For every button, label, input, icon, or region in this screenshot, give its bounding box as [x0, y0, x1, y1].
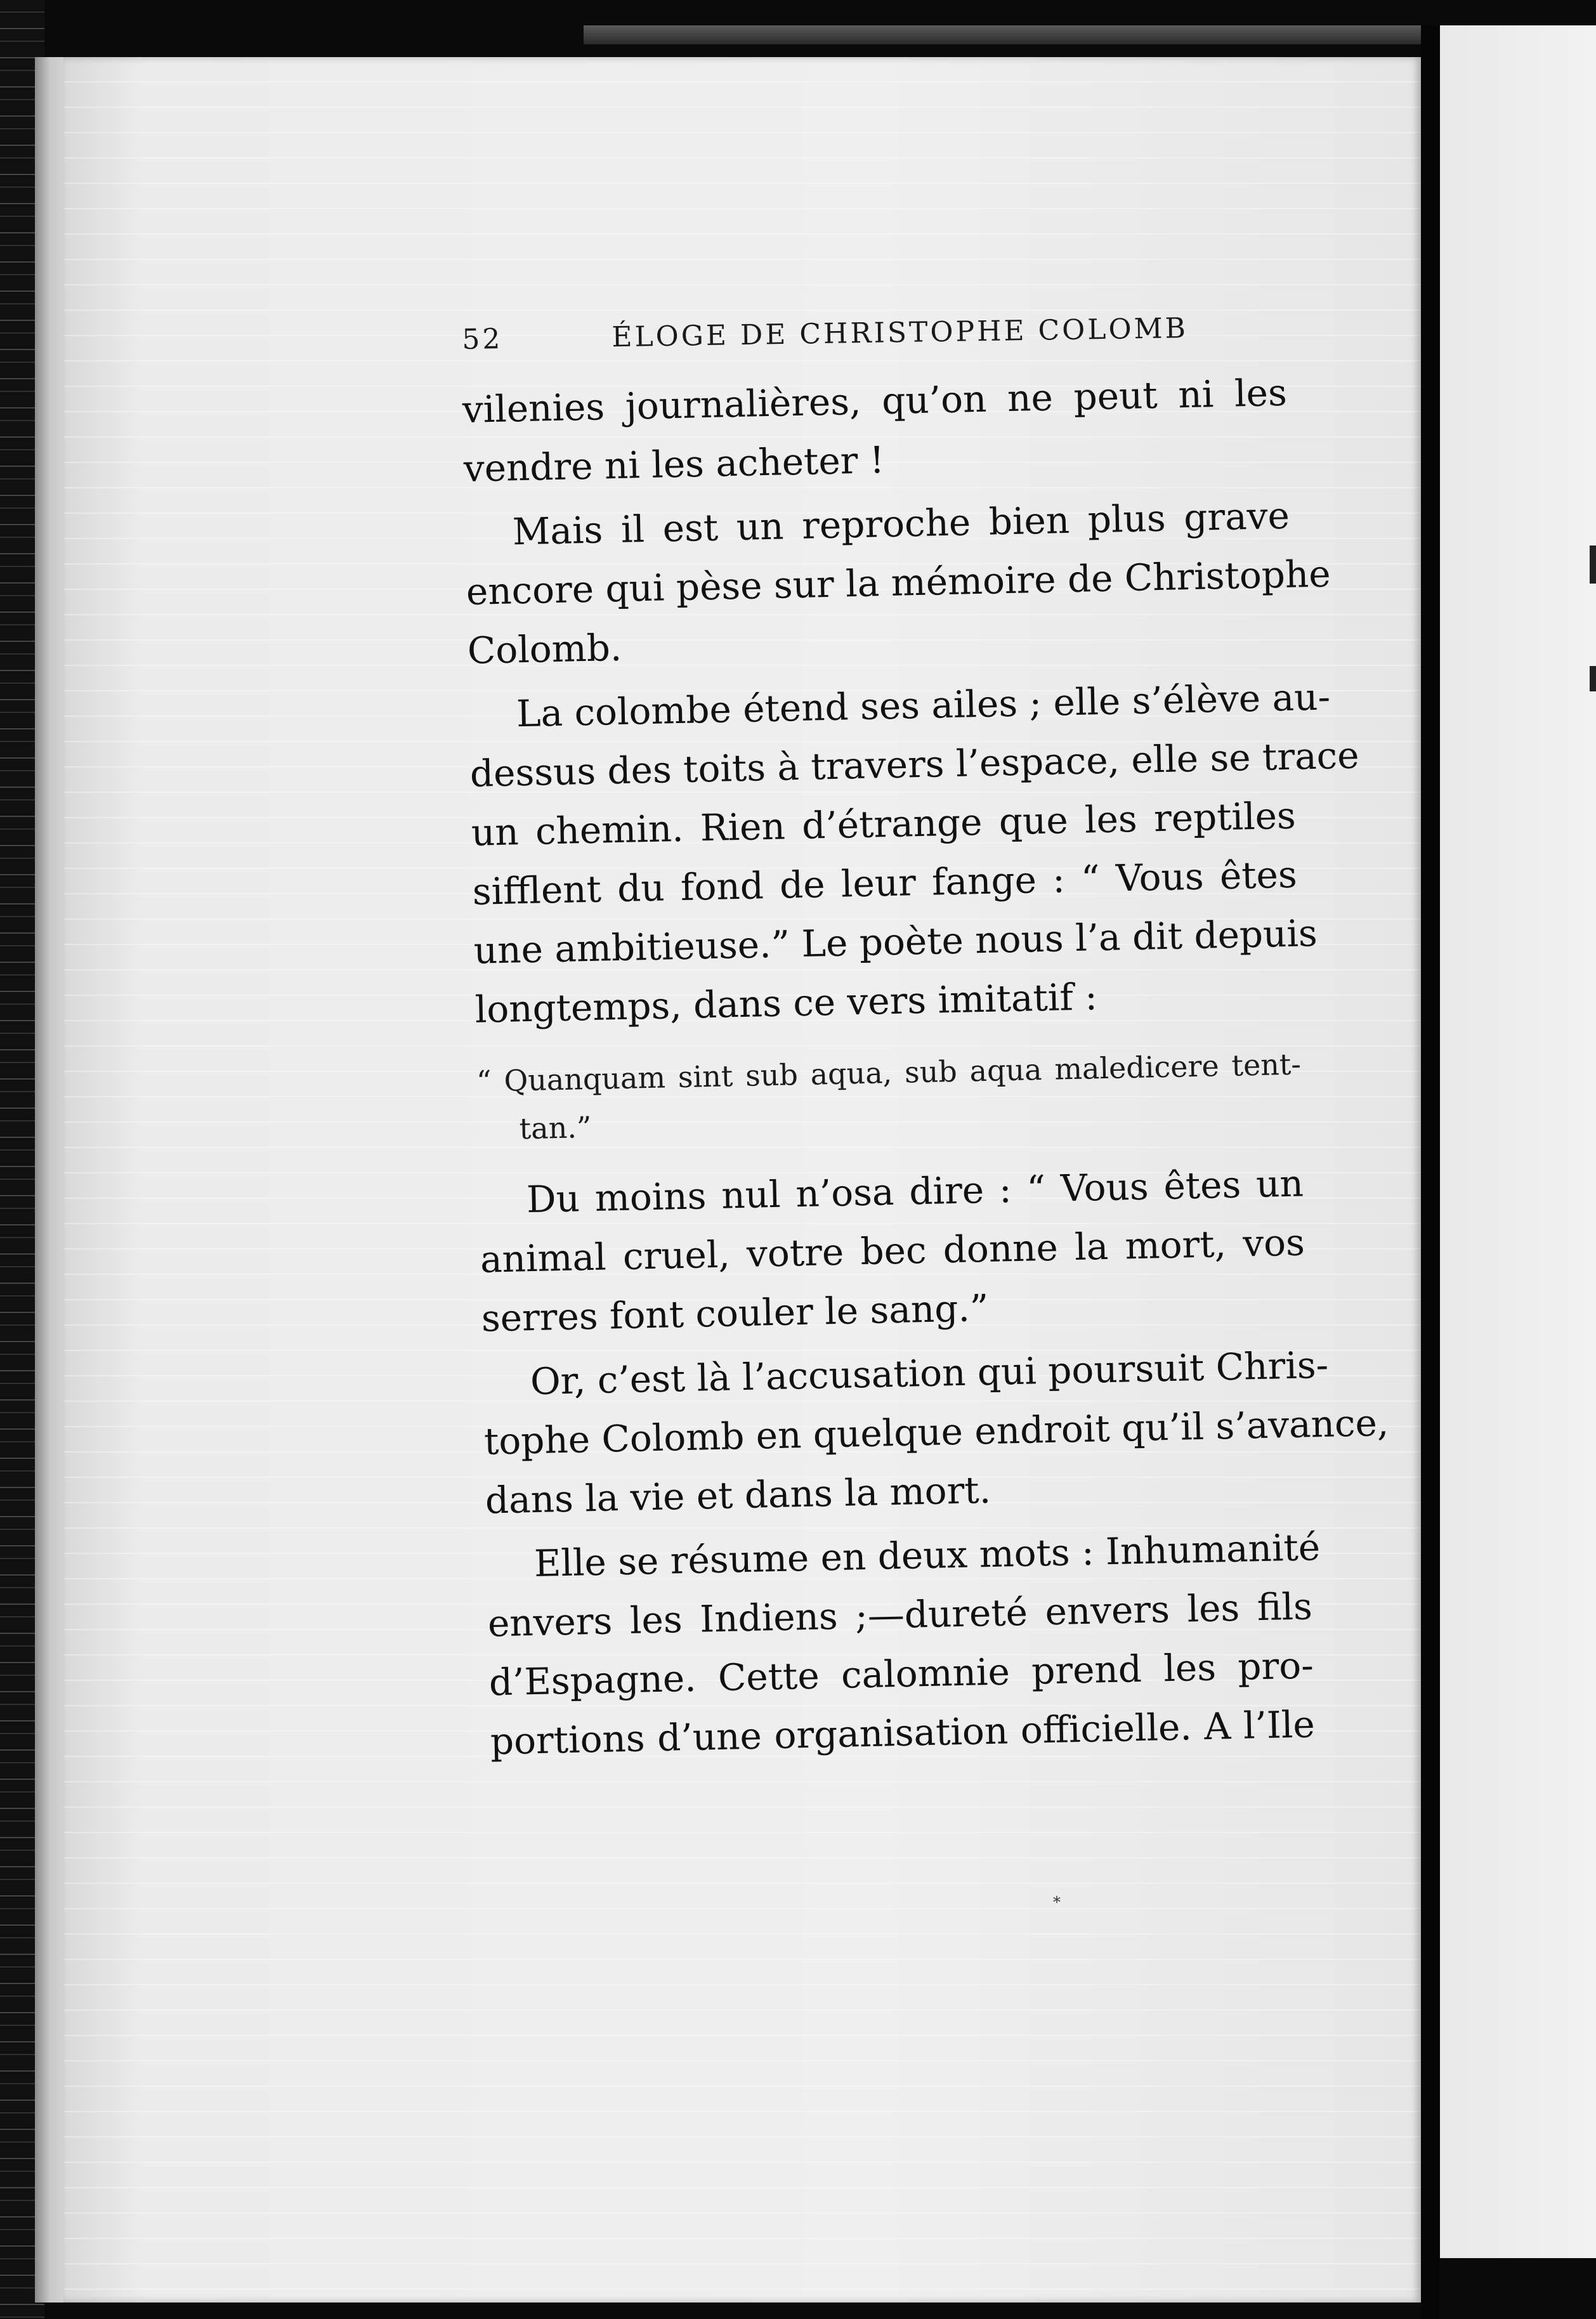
adjacent-page-mark	[1590, 545, 1596, 584]
text-line: d’Espagne. Cette calomnie prend les pro-	[488, 1643, 1314, 1704]
text-line: encore qui pèse sur la mémoire de Christophe	[466, 552, 1331, 613]
film-top-strip	[584, 25, 1421, 44]
text-line: La colombe étend ses ailes ; elle s’élève au-	[516, 675, 1331, 736]
text-line: une ambitieuse.” Le poète nous l’a dit depuis	[473, 911, 1318, 972]
running-title: ÉLOGE DE CHRISTOPHE COLOMB	[611, 312, 1189, 354]
text-line: tophe Colomb en quelque endroit qu’il s’avance,	[483, 1401, 1389, 1463]
text-line: dessus des toits à travers l’espace, elle se trace	[469, 733, 1360, 795]
adjacent-page-edge	[1440, 25, 1596, 2258]
text-line: Elle se résume en deux mots : Inhumanité	[533, 1525, 1321, 1586]
body-text	[462, 363, 1389, 1772]
text-line: sifflent du fond de leur fange : “ Vous êtes	[472, 852, 1298, 913]
text-line: animal cruel, votre bec donne la mort, vos	[480, 1220, 1305, 1281]
quote-line: tan.”	[519, 1109, 592, 1146]
text-line: un chemin. Rien d’étrange que les reptiles	[471, 794, 1297, 854]
adjacent-page-mark	[1590, 666, 1596, 691]
page-divider	[1421, 25, 1440, 2319]
quote-line: “ Quanquam sint sub aqua, sub aqua maledicere tent-	[476, 1047, 1302, 1099]
text-line: longtemps, dans ce vers imitatif :	[474, 975, 1098, 1031]
text-line: dans la vie et dans la mort.	[485, 1468, 991, 1522]
text-line: envers les Indiens ;—dureté envers les fils	[487, 1584, 1313, 1645]
text-line: Mais il est un reproche bien plus grave	[512, 493, 1290, 554]
text-line: serres font couler le sang.”	[481, 1286, 990, 1340]
text-line: vilenies journalières, qu’on ne peut ni les	[462, 370, 1288, 431]
text-line: vendre ni les acheter !	[463, 438, 885, 490]
text-line: Du moins nul n’osa dire : “ Vous êtes un	[526, 1161, 1304, 1222]
page-number: 52	[462, 322, 503, 356]
text-line: Or, c’est là l’accusation qui poursuit Chris-	[530, 1343, 1329, 1404]
text-line: portions d’une organisation officielle. A l’Ile	[490, 1702, 1316, 1763]
footer-mark: *	[1053, 1893, 1061, 1911]
text-line: Colomb.	[467, 625, 622, 672]
